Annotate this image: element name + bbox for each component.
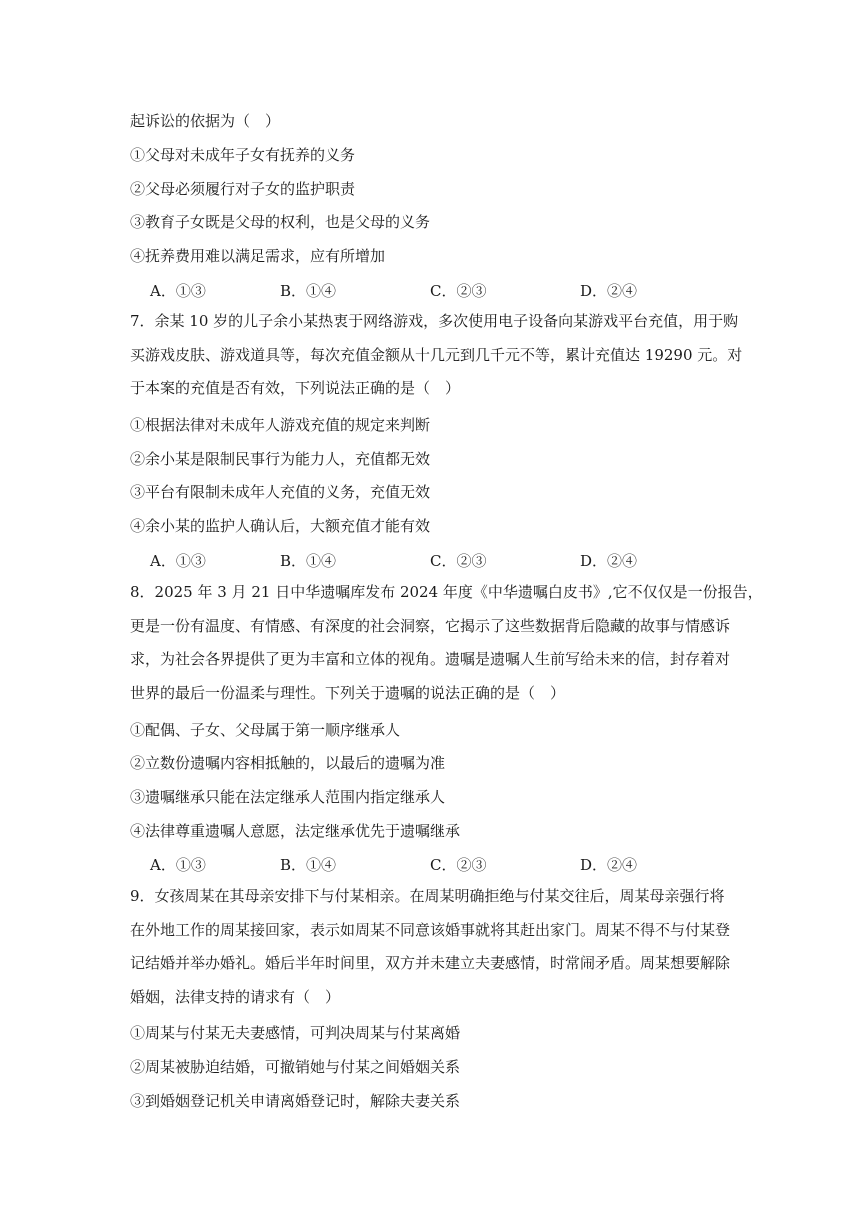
statement-1: ①根据法律对未成年人游戏充值的规定来判断 <box>130 416 431 434</box>
option-d: D．②④ <box>580 552 638 570</box>
option-b: B．①④ <box>280 552 337 570</box>
option-a: A．①③ <box>150 552 206 570</box>
stem-line: 婚姻，法律支持的请求有（ ） <box>130 988 341 1007</box>
stem-line: 记结婚并举办婚礼。婚后半年时间里，双方并未建立夫妻感情，时常闹矛盾。周某想要解除 <box>130 954 731 973</box>
option-a: A．①③ <box>150 856 206 874</box>
answer-options <box>150 281 750 301</box>
statement-3: ③遗嘱继承只能在法定继承人范围内指定继承人 <box>130 788 446 806</box>
answer-options <box>150 855 750 875</box>
statement-3: ③到婚姻登记机关申请离婚登记时，解除夫妻关系 <box>130 1092 461 1110</box>
question-8-stem <box>130 576 763 711</box>
statement-4: ④余小某的监护人确认后，大额充值才能有效 <box>130 517 431 535</box>
stem-line: 求，为社会各界提供了更为丰富和立体的视角。遗嘱是遗嘱人生前写给未来的信，封存着对 <box>130 650 731 669</box>
question-stem-continuation: 起诉讼的依据为（ ） <box>130 112 281 130</box>
stem-line: 8．2025 年 3 月 21 日中华遗嘱库发布 2024 年度《中华遗嘱白皮书》,它不仅仅是一份报告， <box>130 583 763 601</box>
stem-line: 于本案的充值是否有效，下列说法正确的是（ ） <box>130 379 461 398</box>
statement-2: ②周某被胁迫结婚，可撤销她与付某之间婚姻关系 <box>130 1058 461 1076</box>
stem-line: 9．女孩周某在其母亲安排下与付某相亲。在周某明确拒绝与付某交往后，周某母亲强行将 <box>130 887 725 905</box>
statement-2: ②父母必须履行对子女的监护职责 <box>130 180 356 198</box>
statement-1: ①配偶、子女、父母属于第一顺序继承人 <box>130 721 401 739</box>
option-b: B．①④ <box>280 856 337 874</box>
answer-options <box>150 551 750 571</box>
stem-line: 7．余某 10 岁的儿子余小某热衷于网络游戏，多次使用电子设备向某游戏平台充值，用于购 <box>130 312 739 330</box>
statement-3: ③教育子女既是父母的权利，也是父母的义务 <box>130 213 431 231</box>
statement-4: ④抚养费用难以满足需求，应有所增加 <box>130 247 386 265</box>
statement-1: ①父母对未成年子女有抚养的义务 <box>130 146 356 164</box>
option-c: C．②③ <box>430 552 487 570</box>
option-c: C．②③ <box>430 856 487 874</box>
stem-line: 世界的最后一份温柔与理性。下列关于遗嘱的说法正确的是（ ） <box>130 684 566 703</box>
statement-1: ①周某与付某无夫妻感情，可判决周某与付某离婚 <box>130 1024 461 1042</box>
option-b: B．①④ <box>280 282 337 300</box>
question-9-stem <box>130 880 735 1015</box>
statement-2: ②立数份遗嘱内容相抵触的，以最后的遗嘱为准 <box>130 754 446 772</box>
stem-line: 更是一份有温度、有情感、有深度的社会洞察，它揭示了这些数据背后隐藏的故事与情感诉 <box>130 616 731 635</box>
option-d: D．②④ <box>580 856 638 874</box>
option-c: C．②③ <box>430 282 487 300</box>
statement-2: ②余小某是限制民事行为能力人，充值都无效 <box>130 450 431 468</box>
stem-line: 在外地工作的周某接回家，表示如周某不同意该婚事就将其赶出家门。周某不得不与付某登 <box>130 920 731 939</box>
statement-3: ③平台有限制未成年人充值的义务，充值无效 <box>130 483 431 501</box>
statement-4: ④法律尊重遗嘱人意愿，法定继承优先于遗嘱继承 <box>130 822 461 840</box>
option-d: D．②④ <box>580 282 638 300</box>
question-7-stem <box>130 305 743 406</box>
option-a: A．①③ <box>150 282 206 300</box>
stem-line: 买游戏皮肤、游戏道具等，每次充值金额从十几元到几千元不等，累计充值达 19290 元。对 <box>130 345 743 364</box>
